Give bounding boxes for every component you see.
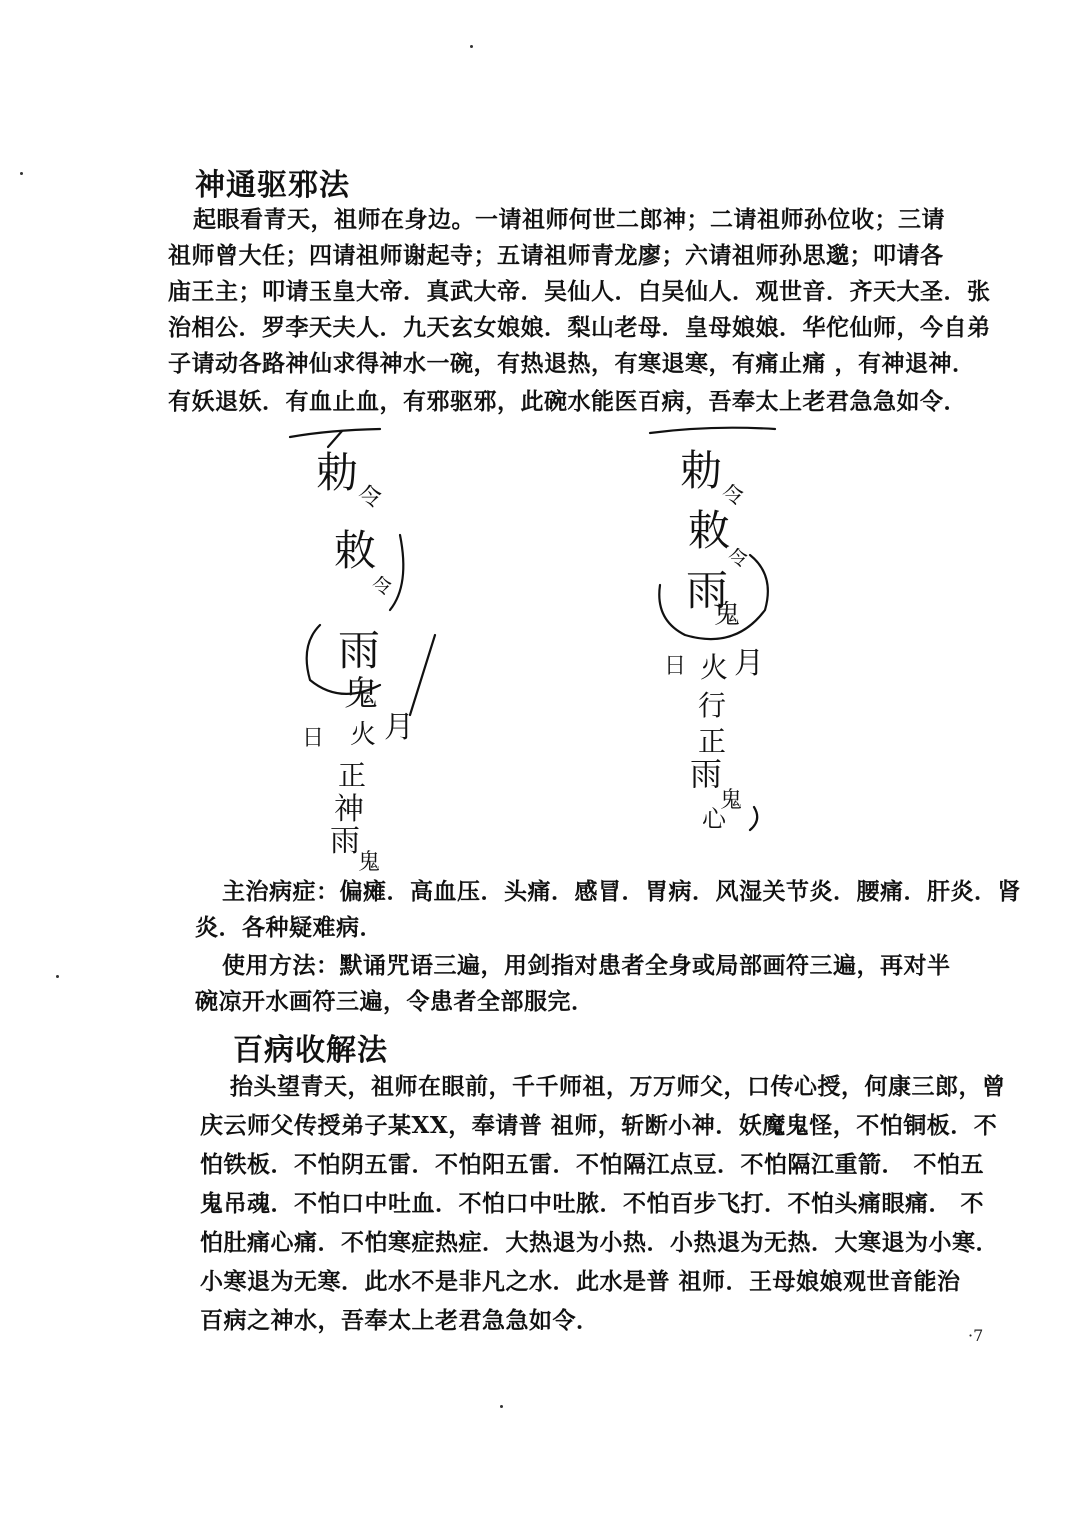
- section2-line: 庆云师父传授弟子某XX，奉请普 祖师，斩断小神．妖魔鬼怪，不怕铜板．不: [200, 1112, 998, 1139]
- section1-line: 祖师曾大任；四请祖师谢起寺；五请祖师青龙廖；六请祖师孙思邈；叩请各: [168, 242, 944, 269]
- talisman-left-char: 雨: [338, 626, 381, 675]
- talisman-right-char: 敕: [688, 506, 731, 555]
- usage-line: 使用方法：默诵咒语三遍，用剑指对患者全身或局部画符三遍，再对半: [222, 952, 951, 979]
- talisman-left-char: 雨: [330, 824, 360, 859]
- talisman-left-char: 月: [384, 710, 414, 745]
- talisman-right-char: 雨: [686, 566, 729, 615]
- talisman-right-char: 日: [664, 654, 687, 679]
- section-title-baibing: 百病收解法: [233, 1033, 388, 1068]
- page-number: ·7: [968, 1326, 984, 1345]
- talisman-left-char: 鬼: [344, 674, 378, 714]
- section1-line: 子请动各路神仙求得神水一碗，有热退热，有寒退寒，有痛止痛 ，有神退神．: [168, 350, 976, 377]
- talisman-left: [260, 415, 460, 875]
- section2-line: 百病之神水，吾奉太上老君急急如令．: [200, 1307, 600, 1334]
- talisman-right-char: 雨: [690, 755, 723, 793]
- talisman-left-char: 日: [302, 726, 325, 751]
- talisman-right-char: 心: [702, 805, 726, 833]
- talisman-right-char: 鬼: [714, 600, 741, 630]
- scan-speck: [470, 45, 473, 48]
- talisman-left-char: 火: [350, 720, 377, 750]
- section2-line: 鬼吊魂．不怕口中吐血．不怕口中吐脓．不怕百步飞打．不怕头痛眼痛． 不: [200, 1190, 985, 1217]
- scan-speck: [20, 172, 23, 175]
- talisman-right-char: 行: [698, 689, 727, 722]
- section1-line: 庙王主；叩请玉皇大帝．真武大帝．吴仙人．白吴仙人．观世音．齐天大圣．张: [168, 278, 991, 305]
- section2-line: 怕铁板．不怕阴五雷．不怕阳五雷．不怕隔江点豆．不怕隔江重箭． 不怕五: [200, 1151, 985, 1178]
- section2-line: 怕肚痛心痛．不怕寒症热症．大热退为小热．小热退为无热．大寒退为小寒．: [200, 1229, 999, 1256]
- talisman-left-char: 神: [334, 792, 364, 827]
- section2-line: 抬头望青天，祖师在眼前，千千师祖，万万师父，口传心授，何康三郎，曾: [230, 1073, 1006, 1100]
- talisman-right-char: 火: [700, 651, 729, 684]
- section1-line: 治相公．罗李天夫人．九天玄女娘娘．梨山老母．皇母娘娘．华佗仙师，今自弟: [168, 314, 991, 341]
- scan-speck: [56, 975, 59, 978]
- talisman-right-char: 月: [734, 646, 764, 681]
- talisman-left-char: 勅: [316, 448, 359, 497]
- talisman-left-char: 正: [338, 759, 367, 792]
- indications-line: 炎．各种疑难病．: [195, 914, 383, 941]
- talisman-left-char: 敕: [334, 526, 377, 575]
- section1-line: 起眼看青天，祖师在身边。一请祖师何世二郎神；二请祖师孙位收；三请: [193, 206, 945, 233]
- talisman-right-char: 正: [698, 725, 727, 758]
- usage-line: 碗凉开水画符三遍，令患者全部服完．: [195, 988, 595, 1015]
- talisman-right-char: 令: [722, 484, 745, 509]
- scan-speck: [500, 1405, 503, 1408]
- talisman-right-char: 鬼: [720, 788, 743, 813]
- section1-line: 有妖退妖．有血止血，有邪驱邪，此碗水能医百病，吾奉太上老君急急如令．: [168, 388, 967, 415]
- section-title-shentong: 神通驱邪法: [195, 168, 350, 203]
- talisman-left-char: 令: [358, 483, 382, 511]
- talisman-right: [630, 415, 810, 835]
- talisman-left-char: 鬼: [358, 850, 381, 875]
- talisman-right-char: 令: [728, 546, 748, 570]
- talisman-left-char: 令: [372, 574, 392, 598]
- indications-line: 主治病症：偏瘫．高血压．头痛．感冒．胃病．风湿关节炎．腰痛．肝炎．肾: [222, 878, 1021, 905]
- section2-line: 小寒退为无寒．此水不是非凡之水．此水是普 祖师．王母娘娘观世音能治: [200, 1268, 961, 1295]
- talisman-right-char: 勅: [680, 446, 723, 495]
